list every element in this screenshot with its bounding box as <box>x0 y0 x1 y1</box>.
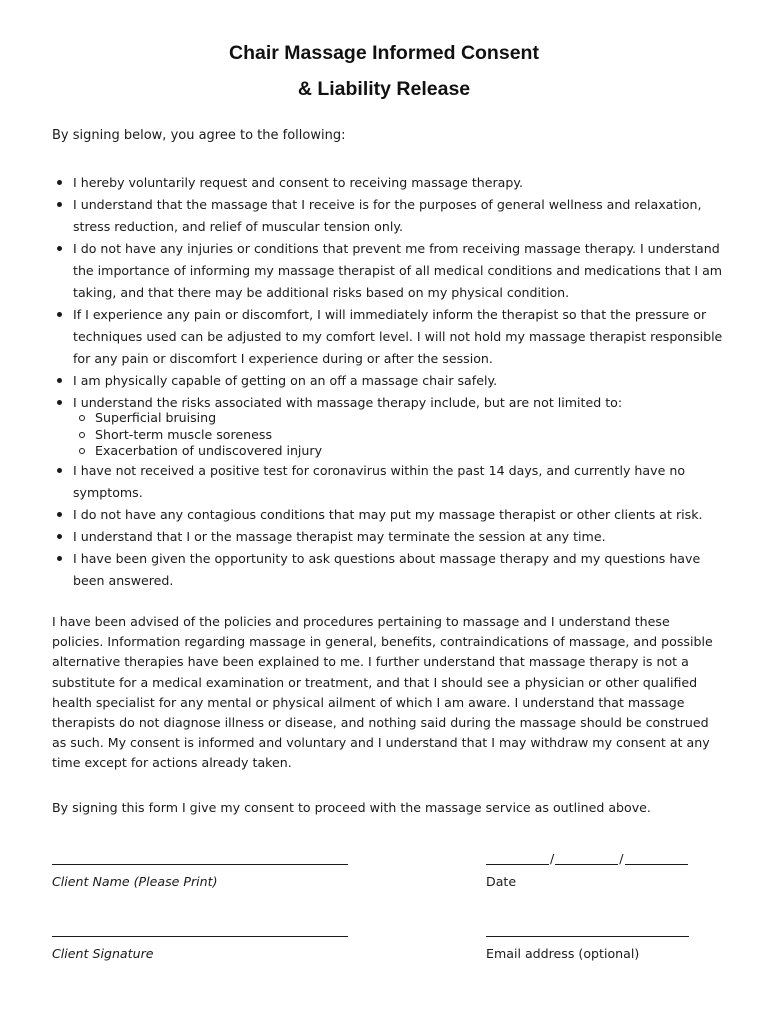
form-title-line-1: Chair Massage Informed Consent <box>229 42 539 64</box>
date-year-blank[interactable] <box>625 852 688 865</box>
date-separator: / <box>550 851 555 866</box>
agreement-item <box>52 304 732 370</box>
agreement-item <box>52 238 732 304</box>
policies-paragraph: I have been advised of the policies and procedures pertaining to massage and I understand these policies. Information regarding massage in general, benefits, contraindications of massage, and possible alternative therapies have been explained to me. I further understand that massage therapy is not a substitute for a medical examination or treatment, and that I should see a physician or other qualified health specialist for any mental or physical ailment of which I am aware. I understand that massage therapists do not diagnose illness or disease, and nothing said during the massage should be construed as such. My consent is informed and voluntary and I understand that I may withdraw my consent at any time except for actions already taken. <box>52 614 713 771</box>
agreement-item-text: If I experience any pain or discomfort, I will immediately inform the therapist so that the pressure or techniques used can be adjusted to my comfort level. I will not hold my massage therapist responsible for any pain or discomfort I experience during or after the session. <box>73 307 723 366</box>
agreement-item-text: I have been given the opportunity to ask questions about massage therapy and my questions have been answered. <box>73 550 701 588</box>
date-day-blank[interactable] <box>555 852 618 865</box>
agreement-item <box>52 504 732 526</box>
date-line[interactable] <box>486 852 688 865</box>
client-name-line[interactable] <box>52 864 348 865</box>
date-separator: / <box>619 851 624 866</box>
agreement-item-text: I understand that the massage that I receive is for the purposes of general wellness and relaxation, stress reduction, and relief of muscular tension only. <box>73 197 702 234</box>
email-address-label: Email address (optional) <box>486 946 640 961</box>
risk-item: Exacerbation of undiscovered injury <box>73 443 732 460</box>
date-label: Date <box>486 874 517 889</box>
agreement-item-text: I do not have any injuries or conditions that prevent me from receiving massage therapy. I understand the importance of informing my massage therapist of all medical conditions and medications that I am taking, and that there may be additional risks based on my physical condition. <box>73 241 723 300</box>
agreement-item <box>52 370 732 392</box>
client-signature-label: Client Signature <box>52 946 154 961</box>
client-name-label: Client Name (Please Print) <box>52 874 218 889</box>
agreement-item <box>52 526 732 548</box>
agreement-item-text: I do not have any contagious conditions that may put my massage therapist or other clients at risk. <box>73 506 703 522</box>
client-signature-line[interactable] <box>52 936 348 937</box>
agreement-item-text: I understand that I or the massage therapist may terminate the session at any time. <box>73 528 606 544</box>
risks-list <box>73 410 732 460</box>
risk-item: Short-term muscle soreness <box>73 427 732 444</box>
risk-item: Superficial bruising <box>73 410 732 427</box>
agreement-list <box>52 172 732 592</box>
agreement-item-text: I am physically capable of getting on an off a massage chair safely. <box>73 373 498 388</box>
form-title-line-2: & Liability Release <box>297 78 471 100</box>
agreement-item-text: I have not received a positive test for coronavirus within the past 14 days, and currently have no symptoms. <box>73 462 686 500</box>
agreement-item-text: I hereby voluntarily request and consent to receiving massage therapy. <box>73 175 524 190</box>
email-address-line[interactable] <box>486 936 689 937</box>
agreement-item <box>52 172 732 194</box>
agreement-item <box>52 392 732 460</box>
intro-text: By signing below, you agree to the following: <box>52 128 346 143</box>
agreement-item-text: I understand the risks associated with massage therapy include, but are not limited to: <box>73 395 623 410</box>
date-month-blank[interactable] <box>486 852 549 865</box>
agreement-item <box>52 194 732 238</box>
consent-statement: By signing this form I give my consent to proceed with the massage service as outlined above. <box>52 800 651 815</box>
agreement-item <box>52 460 732 504</box>
agreement-item <box>52 548 732 592</box>
